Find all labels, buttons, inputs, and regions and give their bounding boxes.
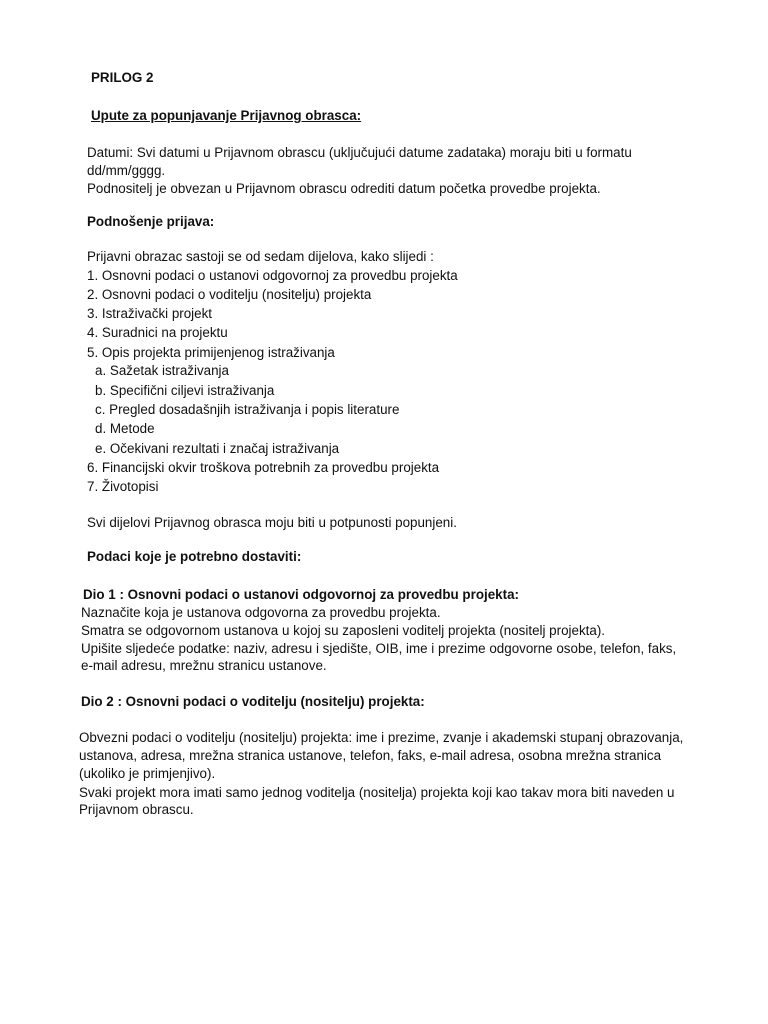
form-part-item: 4. Suradnici na projektu bbox=[87, 325, 228, 340]
form-subpart-item: c. Pregled dosadašnjih istraživanja i popis literature bbox=[95, 402, 400, 417]
form-part-item: 7. Životopisi bbox=[87, 479, 159, 494]
part2-line: Prijavnom obrascu. bbox=[79, 802, 194, 817]
annex-label: PRILOG 2 bbox=[91, 70, 154, 85]
form-subpart-item: a. Sažetak istraživanja bbox=[95, 363, 229, 378]
form-part-item: 1. Osnovni podaci o ustanovi odgovornoj za provedbu projekta bbox=[87, 268, 458, 283]
part1-line: e-mail adresu, mrežnu stranicu ustanove. bbox=[81, 658, 327, 673]
form-subpart-item: e. Očekivani rezultati i značaj istraživanja bbox=[95, 441, 340, 456]
form-part-item: 2. Osnovni podaci o voditelju (nositelju) projekta bbox=[87, 287, 372, 302]
part2-line: Obvezni podaci o voditelju (nositelju) projekta: ime i prezime, zvanje i akademski stupanj obrazovanja, bbox=[79, 730, 684, 745]
dates-line: Datumi: Svi datumi u Prijavnom obrascu (uključujući datume zadataka) moraju biti u formatu bbox=[87, 145, 632, 160]
part1-line: Upišite sljedeće podatke: naziv, adresu i sjedište, OIB, ime i prezime odgovorne osobe, telefon, faks, bbox=[81, 641, 677, 656]
dates-line: Podnositelj je obvezan u Prijavnom obrascu odrediti datum početka provedbe projekta. bbox=[87, 181, 601, 196]
part2-line: (ukoliko je primjenjivo). bbox=[79, 766, 216, 781]
part1-line: Smatra se odgovornom ustanova u kojoj su zaposleni voditelj projekta (nositelj projekta). bbox=[81, 623, 606, 638]
submission-heading: Podnošenje prijava: bbox=[87, 214, 215, 229]
form-intro: Prijavni obrazac sastoji se od sedam dijelova, kako slijedi : bbox=[87, 249, 434, 264]
part2-line: ustanova, adresa, mrežna stranica ustanove, telefon, faks, e-mail adresa, osobna mrežna stranica bbox=[79, 748, 662, 763]
instructions-heading: Upute za popunjavanje Prijavnog obrasca: bbox=[91, 108, 362, 123]
part1-heading: Dio 1 : Osnovni podaci o ustanovi odgovornoj za provedbu projekta: bbox=[83, 587, 519, 602]
part2-line: Svaki projekt mora imati samo jednog voditelja (nositelja) projekta koji kao takav mora biti naveden u bbox=[79, 785, 675, 800]
form-subpart-item: b. Specifični ciljevi istraživanja bbox=[95, 383, 275, 398]
dates-line: dd/mm/gggg. bbox=[87, 163, 166, 178]
form-part-item: 3. Istraživački projekt bbox=[87, 306, 213, 321]
part1-line: Naznačite koja je ustanova odgovorna za provedbu projekta. bbox=[81, 605, 441, 620]
form-part-item: 6. Financijski okvir troškova potrebnih za provedbu projekta bbox=[87, 460, 440, 475]
form-subpart-item: d. Metode bbox=[95, 421, 155, 436]
part2-heading: Dio 2 : Osnovni podaci o voditelju (nositelju) projekta: bbox=[81, 694, 425, 709]
completeness-note: Svi dijelovi Prijavnog obrasca moju biti u potpunosti popunjeni. bbox=[87, 515, 457, 530]
data-heading: Podaci koje je potrebno dostaviti: bbox=[87, 549, 302, 564]
form-part-item: 5. Opis projekta primijenjenog istraživanja bbox=[87, 345, 335, 360]
